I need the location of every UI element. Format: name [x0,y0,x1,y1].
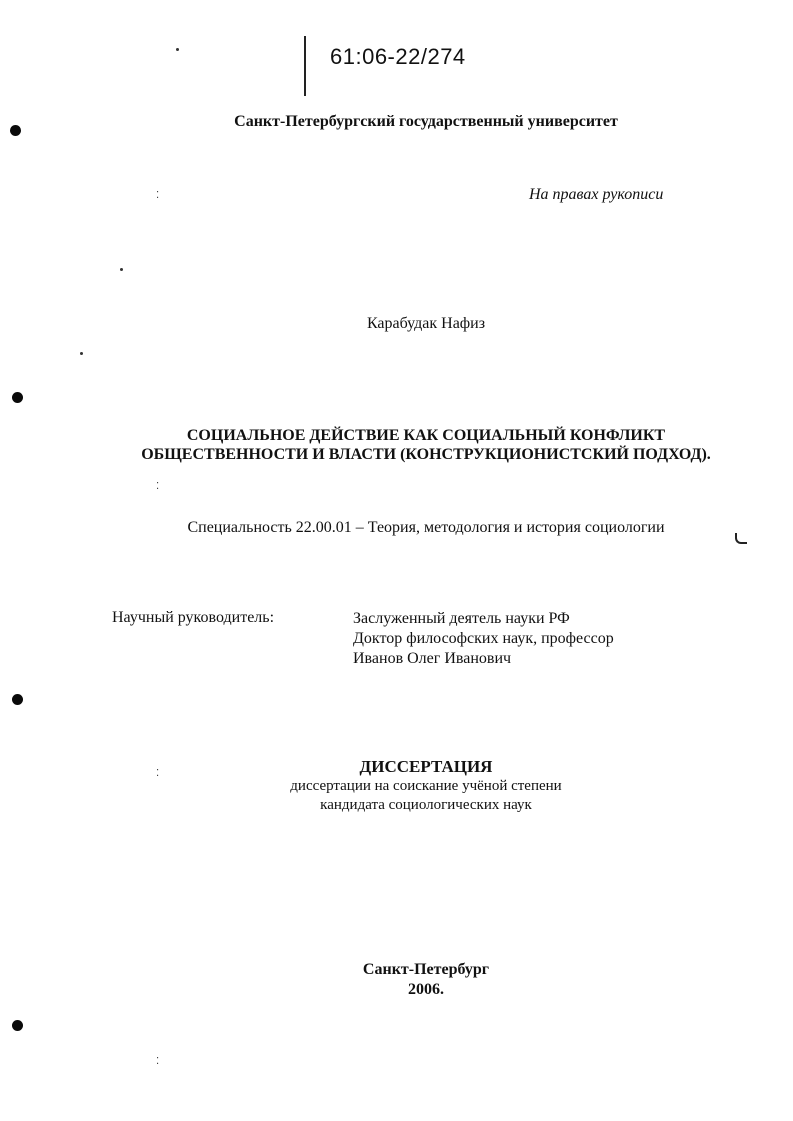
advisor-degree: Доктор философских наук, профессор [353,630,614,647]
title-line-2: ОБЩЕСТВЕННОСТИ И ВЛАСТИ (КОНСТРУКЦИОНИСТСКИЙ ПОДХОД). [141,446,711,463]
dissertation-title [0,426,793,464]
degree-description [0,777,793,815]
scan-artifact: ⁚ [156,1056,160,1067]
manuscript-note: На правах рукописи [529,186,664,203]
advisor-details [353,609,614,669]
document-type-heading: ДИССЕРТАЦИЯ [359,757,493,776]
title-line-1: СОЦИАЛЬНОЕ ДЕЙСТВИЕ КАК СОЦИАЛЬНЫЙ КОНФЛИКТ [186,427,666,444]
degree-line-1: диссертации на соискание учёной степени [290,778,562,794]
archive-stamp-code: 61:06-22/274 [330,44,466,69]
specialty-line: Специальность 22.00.01 – Теория, методология и история социологии [187,519,665,536]
year: 2006. [408,981,444,998]
scan-artifact: ⁚ [156,768,160,779]
university-name: Санкт-Петербургский государственный университет [234,113,618,130]
advisor-honor: Заслуженный деятель науки РФ [353,610,570,627]
stamp-divider [304,36,306,96]
degree-line-2: кандидата социологических наук [320,797,532,813]
city-name: Санкт-Петербург [362,961,490,978]
pencil-mark [735,533,747,544]
scan-artifact: ⁚ [156,481,160,492]
binding-hole [10,125,21,136]
binding-hole [12,392,23,403]
scan-speck [176,48,179,51]
scan-speck [80,352,83,355]
binding-hole [12,694,23,705]
advisor-name: Иванов Олег Иванович [353,650,512,667]
scan-speck [120,268,123,271]
author-name: Карабудак Нафиз [366,315,486,332]
scan-artifact: ⁚ [156,190,160,201]
binding-hole [12,1020,23,1031]
city-year-block [0,960,793,1000]
advisor-label: Научный руководитель: [112,609,275,626]
